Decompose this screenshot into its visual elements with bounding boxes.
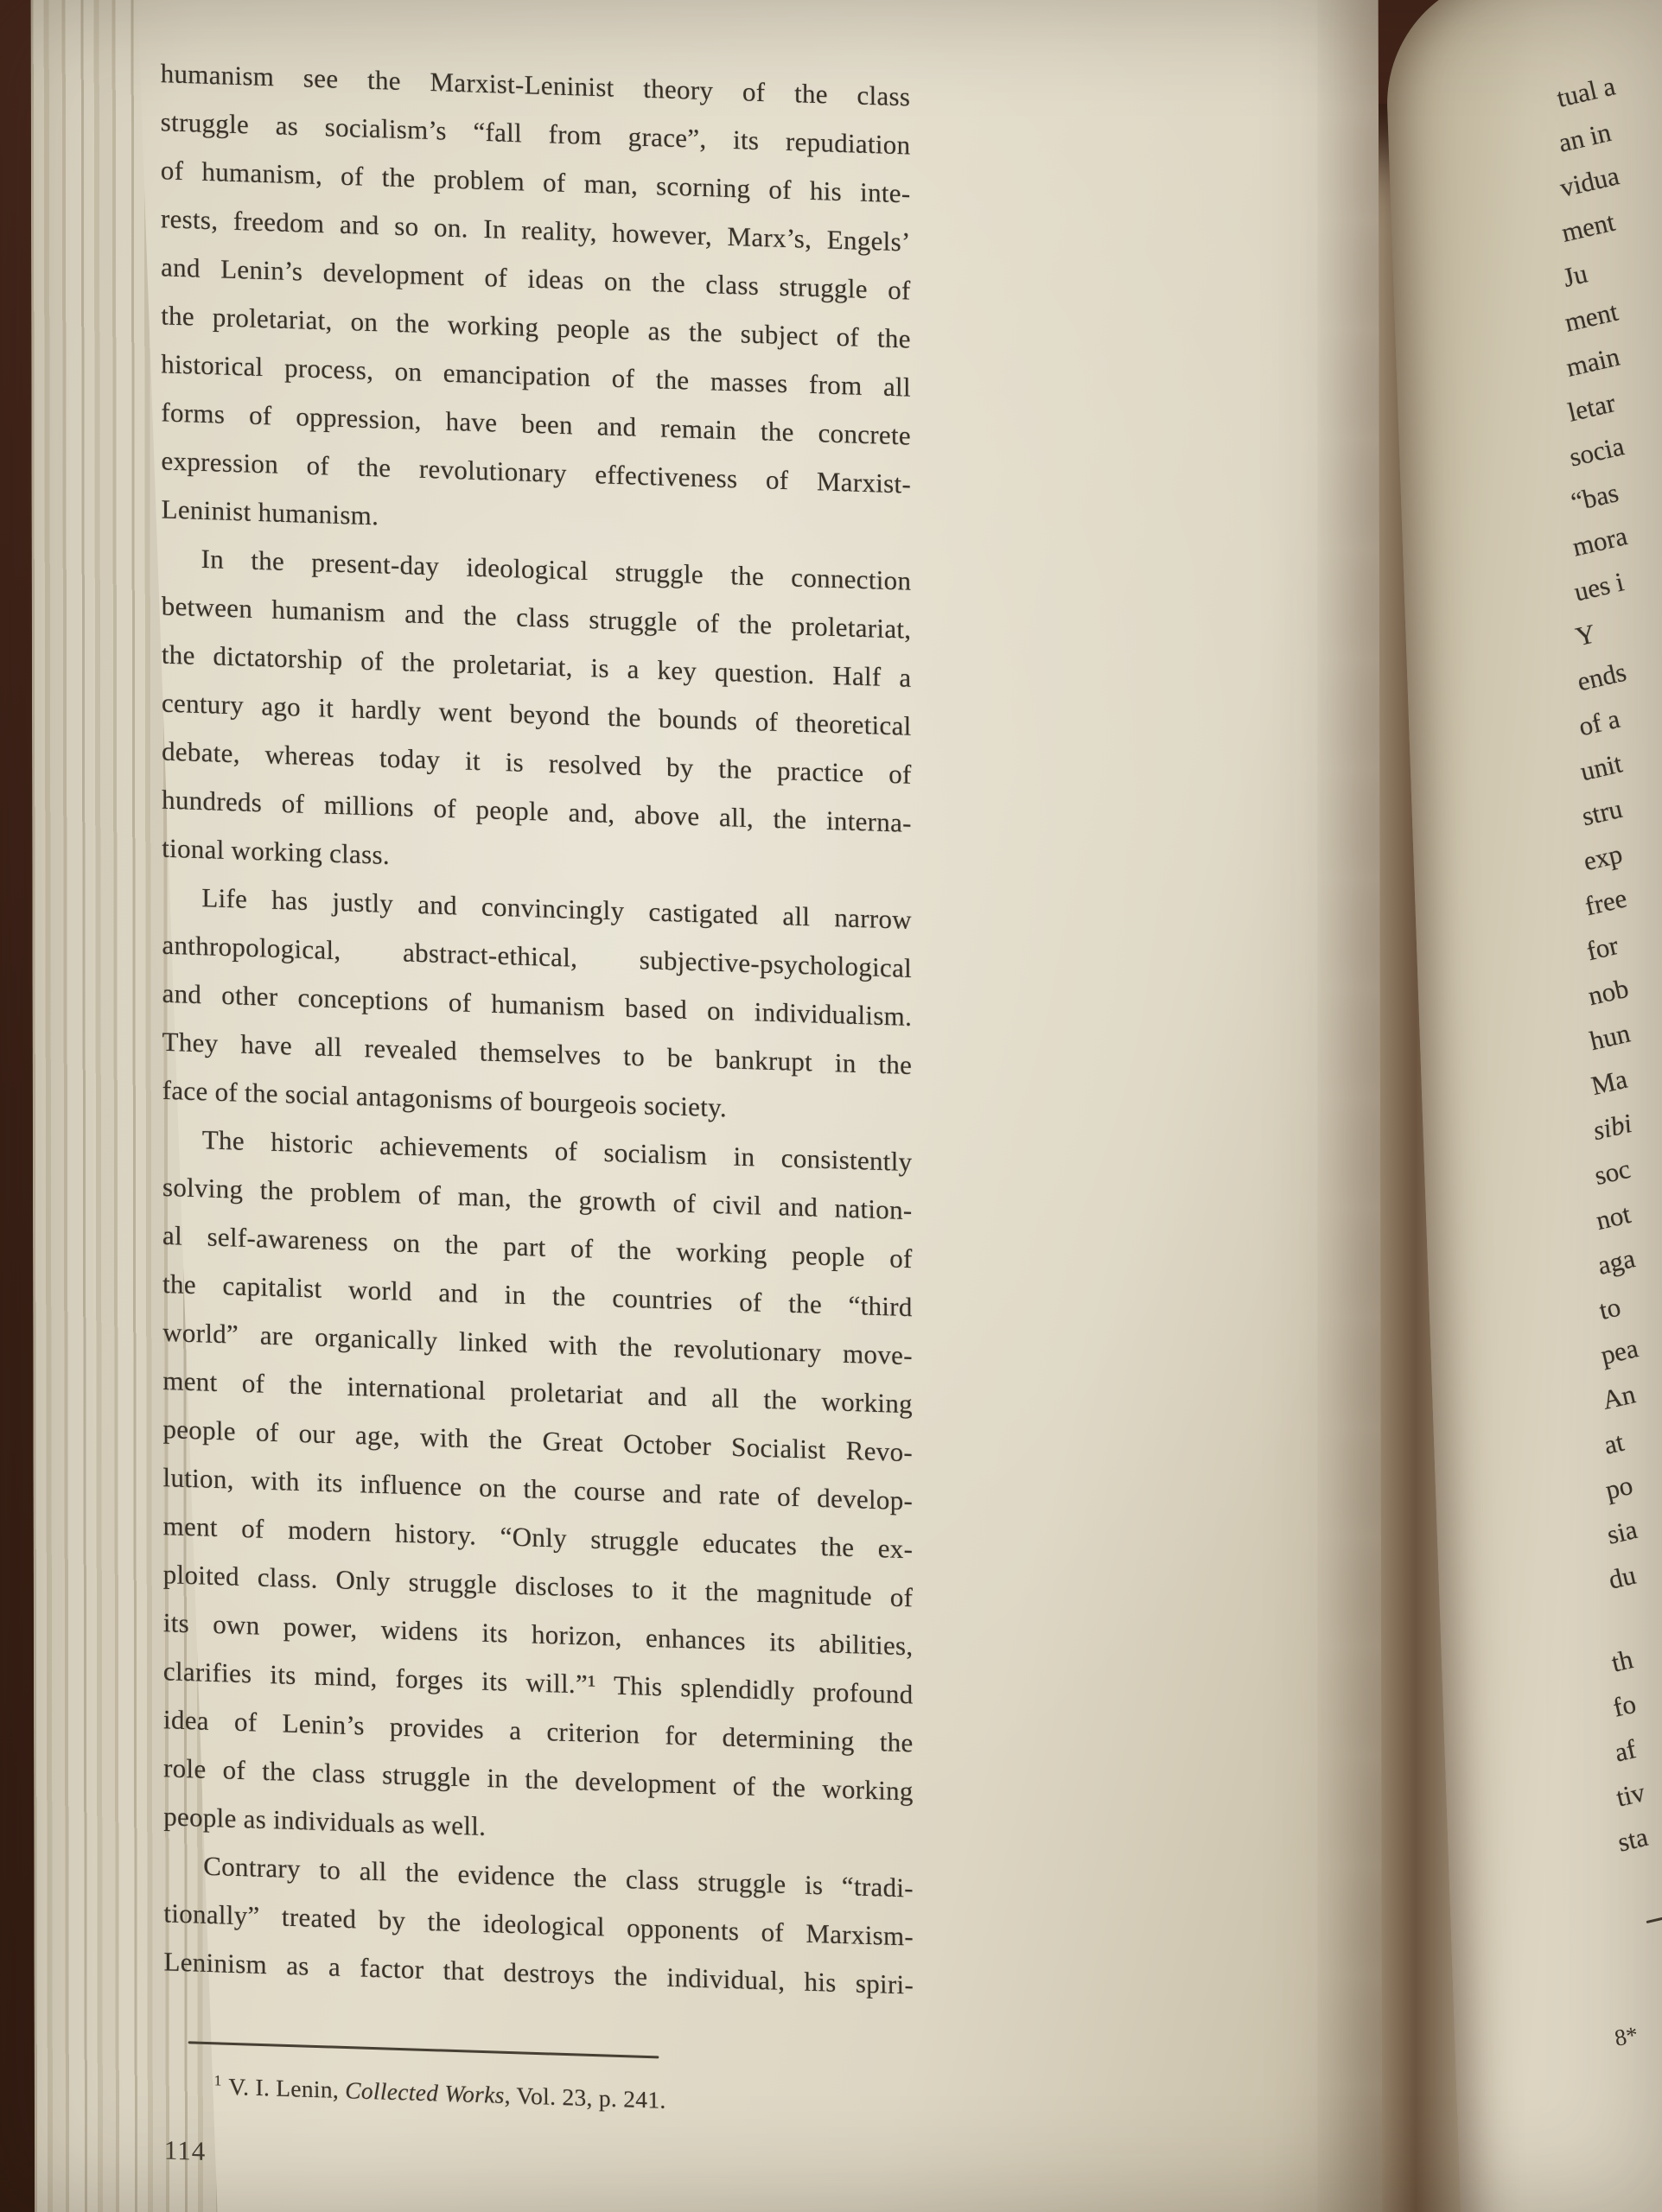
text-line: its own power, widens its horizon, enhances its abilities, <box>162 1607 914 1662</box>
text-line: world” are organically linked with the revolutionary move- <box>162 1316 913 1371</box>
footnote-marker: 1 <box>213 2072 222 2089</box>
fragment-line: mora <box>1570 520 1631 563</box>
text-line: ploited class. Only struggle discloses to it the magnitude of <box>162 1559 914 1613</box>
text-line: century ago it hardly went beyond the bounds of theoretical <box>161 687 912 741</box>
fragment-line: th <box>1608 1643 1636 1678</box>
text-line: struggle as socialism’s “fall from grace”, its repudiation <box>160 106 911 161</box>
text-line: al self-awareness on the part of the working people of <box>162 1219 913 1274</box>
text-line: Life has justly and convincingly castigated all narrow <box>201 882 912 935</box>
text-line: debate, whereas today it is resolved by the practice of <box>162 735 912 790</box>
text-line: idea of Lenin’s provides a criterion for determining the <box>162 1704 914 1758</box>
fragment-line: free <box>1582 882 1630 922</box>
fragment-line: tiv <box>1613 1777 1648 1813</box>
text-line: anthropological, abstract-ethical, subjective-psychological <box>162 929 913 984</box>
fragment-line: to <box>1595 1291 1624 1326</box>
text-line: rests, freedom and so on. In reality, however, Marx’s, Engels’ <box>160 203 911 257</box>
fragment-line: of a <box>1576 702 1623 742</box>
text-line: expression of the revolutionary effectiveness of Marxist- <box>161 445 912 499</box>
text-line: and other conceptions of humanism based on individualism. <box>162 977 913 1033</box>
paragraph <box>161 49 912 557</box>
text-line: humanism see the Marxist-Leninist theory of the class <box>160 58 911 112</box>
paragraph <box>162 533 912 895</box>
fragment-line: nob <box>1585 972 1632 1012</box>
fragment-line: “bas <box>1568 477 1621 518</box>
fragment-line: stru <box>1578 792 1626 832</box>
footnote-prefix: V. I. Lenin, <box>228 2072 346 2104</box>
fragment-line: tual a <box>1553 70 1619 113</box>
footnote-work-title: Collected Works <box>345 2076 505 2108</box>
fragment-line: Ju <box>1560 257 1590 293</box>
paragraph <box>162 1115 914 1865</box>
fragment-line: socia <box>1566 430 1627 473</box>
right-page-footnote-rule <box>1646 1896 1662 1923</box>
text-line: Leninist humanism. <box>161 493 379 531</box>
text-line: the dictatorship of the proletariat, is a key question. Half a <box>161 639 912 693</box>
text-line: and Lenin’s development of ideas on the class struggle of <box>161 251 911 306</box>
page-number: 114 <box>163 2134 207 2167</box>
text-line: tional working class. <box>162 832 390 870</box>
text-line: the proletariat, on the working people as the subject of the <box>161 300 911 354</box>
fragment-line: ues i <box>1570 566 1627 607</box>
text-line: historical process, on emancipation of the masses from all <box>161 348 911 403</box>
text-line: Leninism as a factor that destroys the individual, his spiri- <box>163 1946 914 2000</box>
fragment-line: sta <box>1614 1821 1651 1858</box>
fragment-line: af <box>1611 1733 1640 1768</box>
fragment-line: pea <box>1597 1332 1641 1370</box>
footnote <box>164 2055 914 2132</box>
footnote-area <box>164 2018 914 2132</box>
text-line: In the present-day ideological struggle the connection <box>201 543 912 596</box>
text-line: people as individuals as well. <box>163 1801 487 1842</box>
footnote-rule <box>188 2041 659 2058</box>
fragment-line: sibi <box>1589 1107 1635 1147</box>
text-line: They have all revealed themselves to be bankrupt in the <box>162 1026 913 1081</box>
fragment-line: exp <box>1580 838 1626 877</box>
fragment-line: an in <box>1555 117 1614 158</box>
fragment-line: main <box>1563 340 1623 383</box>
text-line: people of our age, with the Great October Socialist Revo- <box>162 1414 914 1468</box>
text-line: tionally” treated by the ideological opponents of Marxism- <box>163 1897 914 1952</box>
fragment-line: Ma <box>1588 1063 1631 1102</box>
footnote-suffix: , Vol. 23, p. 241. <box>504 2081 666 2113</box>
text-line: the capitalist world and in the countries of the “third <box>162 1268 913 1323</box>
fragment-line: po <box>1602 1469 1636 1505</box>
signature-mark: 8* <box>1612 2021 1640 2051</box>
fragment-line: du <box>1605 1559 1639 1595</box>
text-line: of humanism, of the problem of man, scorning of his inte- <box>160 155 911 209</box>
fragment-line: An <box>1599 1378 1639 1415</box>
fragment-line: ment <box>1562 296 1621 338</box>
paragraph <box>162 873 912 1138</box>
fragment-line: unit <box>1577 747 1626 787</box>
fragment-line: ment <box>1558 206 1618 248</box>
footnote-block <box>164 2040 914 2132</box>
fragment-line: not <box>1593 1198 1633 1236</box>
text-line: Contrary to all the evidence the class struggle is “tradi- <box>203 1850 914 1904</box>
fragment-line: vidua <box>1557 160 1622 203</box>
text-block <box>161 49 914 2009</box>
text-line: clarifies its mind, forges its will.”¹ This splendidly profound <box>162 1656 914 1710</box>
fragment-line: letar <box>1564 387 1619 428</box>
text-line: hundreds of millions of people and, above all, the interna- <box>162 784 912 838</box>
text-line: face of the social antagonisms of bourgeois society. <box>162 1074 727 1123</box>
fragment-column <box>1553 69 1662 1866</box>
paragraph <box>163 1840 914 2009</box>
fragment-line: Y <box>1572 618 1599 652</box>
fragment-line: at <box>1601 1426 1627 1460</box>
text-line: The historic achievements of socialism in consistently <box>201 1124 913 1178</box>
text-line: solving the problem of man, the growth of civil and nation- <box>162 1171 913 1226</box>
text-line: role of the class struggle in the development of the working <box>163 1752 914 1807</box>
text-line: between humanism and the class struggle of the proletariat, <box>161 590 912 645</box>
fragment-line: fo <box>1610 1688 1640 1723</box>
text-line: ment of modern history. “Only struggle educates the ex- <box>162 1510 914 1565</box>
text-line: forms of oppression, have been and remain the concrete <box>161 397 911 451</box>
fragment-line: soc <box>1591 1153 1633 1192</box>
fragment-line: aga <box>1595 1243 1638 1281</box>
left-page <box>30 0 1382 2212</box>
text-line: ment of the international proletariat and all the working <box>162 1364 913 1420</box>
text-line: lution, with its influence on the course and rate of develop- <box>162 1462 914 1516</box>
fragment-line: hun <box>1587 1017 1633 1057</box>
fragment-line: sia <box>1604 1514 1640 1550</box>
fragment-line: for <box>1583 930 1621 967</box>
fragment-line: ends <box>1574 656 1629 697</box>
